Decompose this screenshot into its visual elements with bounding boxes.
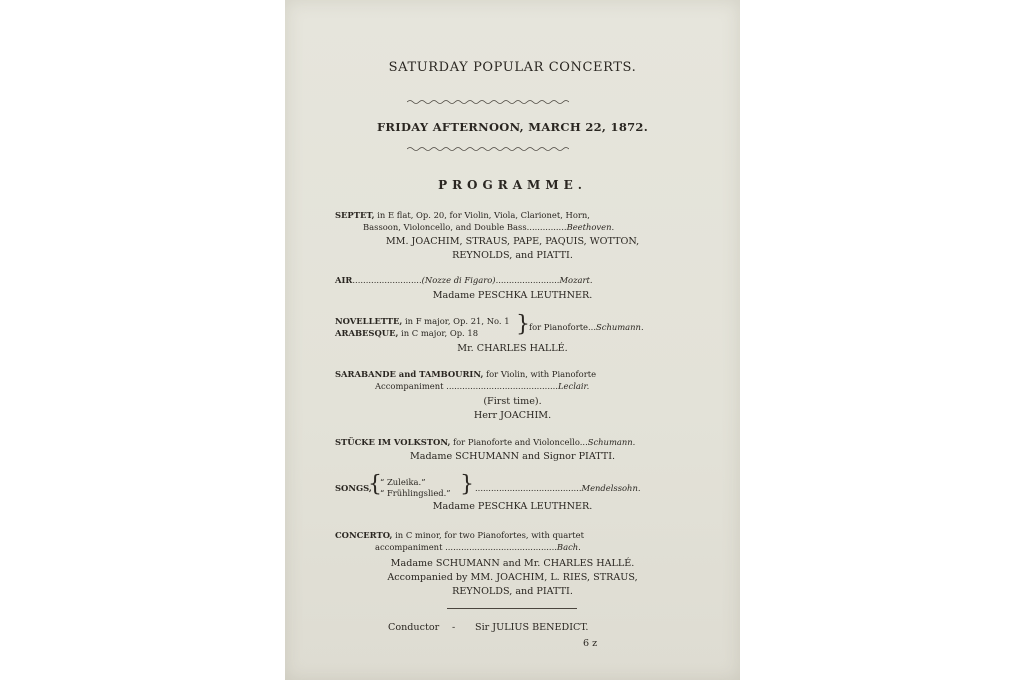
stucke-composer: Schumann. bbox=[587, 437, 636, 447]
concerto-line-1: CONCERTO, in C minor, for two Pianofortes, with quartet bbox=[335, 530, 584, 540]
septet-composer: Beethoven. bbox=[566, 222, 615, 232]
novellette-composer: Schumann. bbox=[596, 322, 644, 332]
programme-heading: PROGRAMME. bbox=[438, 178, 587, 192]
stucke-performers: Madame SCHUMANN and Signor PIATTI. bbox=[409, 451, 616, 462]
concerto-performers-2: Accompanied by MM. JOACHIM, L. RIES, STRAUS, bbox=[387, 572, 638, 583]
concerto-title: CONCERTO, bbox=[335, 530, 393, 540]
concerto-line-2: accompaniment ..........................................Bach. bbox=[375, 542, 581, 552]
novellette-title: NOVELLETTE, bbox=[335, 316, 403, 326]
signature-mark: 6 z bbox=[583, 638, 598, 649]
divider-rule bbox=[447, 608, 577, 609]
conductor-name: Sir JULIUS BENEDICT. bbox=[475, 622, 589, 633]
sarabande-title: SARABANDE and TAMBOURIN, bbox=[335, 369, 484, 379]
songs-composer: Mendelssohn. bbox=[581, 483, 641, 493]
septet-line-2: Bassoon, Violoncello, and Double Bass...............Beethoven. bbox=[363, 222, 615, 232]
novellette-line: NOVELLETTE, in F major, Op. 21, No. 1 bbox=[335, 316, 510, 326]
ornamental-wavy-rule bbox=[407, 145, 569, 153]
concert-series-title: SATURDAY POPULAR CONCERTS. bbox=[388, 60, 637, 75]
concert-date: FRIDAY AFTERNOON, MARCH 22, 1872. bbox=[376, 120, 649, 134]
right-brace-icon: } bbox=[516, 312, 530, 337]
sarabande-line-1: SARABANDE and TAMBOURIN, for Violin, with Pianoforte bbox=[335, 369, 597, 379]
sarabande-line-2: Accompaniment ..........................................Leclair. bbox=[375, 381, 590, 391]
sarabande-performers: Herr JOACHIM. bbox=[473, 410, 552, 421]
air-work: (Nozze di Figaro) bbox=[421, 275, 496, 285]
novellette-instrument: for Pianoforte...Schumann. bbox=[529, 322, 644, 332]
conductor-dash: - bbox=[452, 622, 456, 633]
arabesque-title: ARABESQUE, bbox=[335, 328, 399, 338]
air-performers: Madame PESCHKA LEUTHNER. bbox=[432, 290, 593, 301]
programme-page bbox=[285, 0, 740, 680]
air-title: AIR bbox=[335, 275, 353, 285]
stucke-line: STÜCKE IM VOLKSTON, for Pianoforte and Violoncello...Schumann. bbox=[335, 437, 636, 447]
stucke-title: STÜCKE IM VOLKSTON, bbox=[335, 437, 451, 447]
song-fruhlingslied: “ Frühlingslied.” bbox=[380, 488, 451, 498]
air-composer: Mozart. bbox=[559, 275, 593, 285]
septet-title: SEPTET, bbox=[335, 210, 375, 220]
concerto-performers-1: Madame SCHUMANN and Mr. CHARLES HALLÉ. bbox=[390, 558, 635, 569]
song-zuleika: “ Zuleika.” bbox=[380, 477, 426, 487]
concerto-performers-3: REYNOLDS, and PIATTI. bbox=[452, 586, 573, 597]
concerto-composer: Bach. bbox=[556, 542, 581, 552]
right-brace-icon: } bbox=[460, 472, 474, 497]
air-line: AIR..........................(Nozze di Figaro)........................Mozart. bbox=[335, 275, 593, 285]
songs-performers: Madame PESCHKA LEUTHNER. bbox=[432, 501, 593, 512]
septet-performers-1: MM. JOACHIM, STRAUS, PAPE, PAQUIS, WOTTON, bbox=[385, 236, 640, 247]
arabesque-line: ARABESQUE, in C major, Op. 18 bbox=[335, 328, 479, 338]
sarabande-composer: Leclair. bbox=[557, 381, 590, 391]
sarabande-note: (First time). bbox=[483, 396, 542, 407]
septet-performers-2: REYNOLDS, and PIATTI. bbox=[452, 250, 573, 261]
septet-line-1: SEPTET, in E flat, Op. 20, for Violin, Viola, Clarionet, Horn, bbox=[335, 210, 590, 220]
left-brace-icon: { bbox=[368, 472, 382, 497]
ornamental-wavy-rule bbox=[407, 98, 569, 106]
songs-attribution: ........................................Mendelssohn. bbox=[475, 483, 641, 493]
songs-title: SONGS, bbox=[335, 483, 372, 493]
conductor-label: Conductor bbox=[388, 622, 440, 633]
novellette-performers: Mr. CHARLES HALLÉ. bbox=[457, 343, 568, 354]
